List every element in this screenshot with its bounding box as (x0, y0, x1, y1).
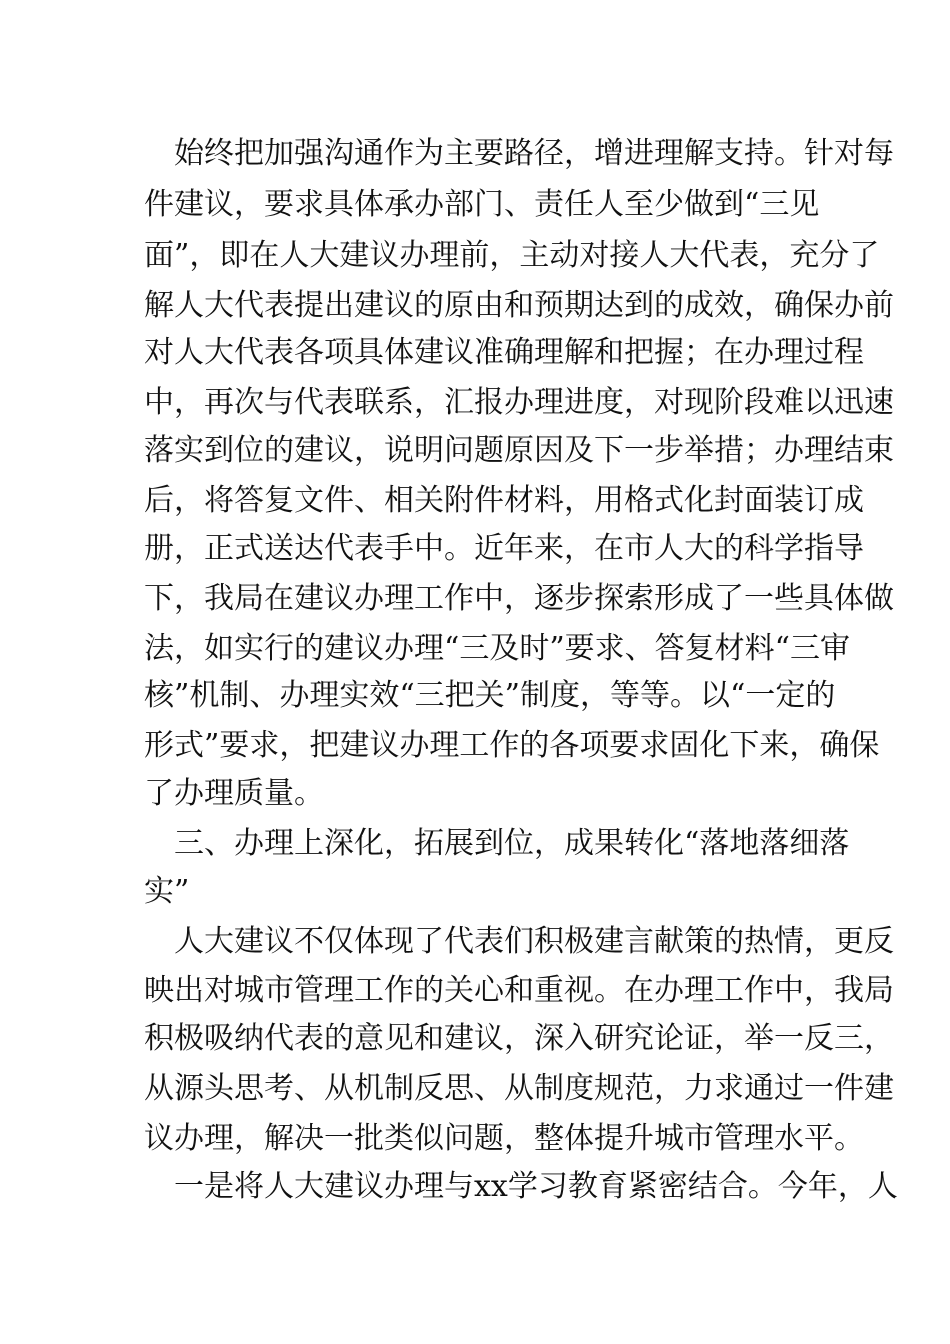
text-line: 后，将答复文件、相关附件材料，用格式化封面装订成 (144, 483, 864, 518)
text-line: 积极吸纳代表的意见和建议，深入研究论证，举一反三， (144, 1021, 894, 1056)
text-line: 法，如实行的建议办理“三及时”要求、答复材料“三审 (144, 631, 851, 666)
text-line: 映出对城市管理工作的关心和重视。在办理工作中，我局 (144, 973, 894, 1008)
text-line: 一是将人大建议办理与xx学习教育紧密结合。今年，人 (144, 1169, 898, 1204)
text-line: 从源头思考、从机制反思、从制度规范，力求通过一件建 (144, 1071, 894, 1106)
text-line: 件建议，要求具体承办部门、责任人至少做到“三见 (144, 187, 820, 222)
text-line: 下，我局在建议办理工作中，逐步探索形成了一些具体做 (144, 581, 894, 616)
text-line: 议办理，解决一批类似问题，整体提升城市管理水平。 (144, 1121, 864, 1156)
section-heading-line: 实” (144, 874, 190, 909)
text-line: 人大建议不仅体现了代表们积极建言献策的热情，更反 (144, 924, 894, 959)
text-line: 解人大代表提出建议的原由和预期达到的成效，确保办前 (144, 288, 894, 323)
text-line: 面”，即在人大建议办理前，主动对接人大代表，充分了 (144, 238, 880, 273)
section-heading-line: 三、办理上深化，拓展到位，成果转化“落地落细落 (144, 826, 850, 861)
text-line: 对人大代表各项具体建议准确理解和把握；在办理过程 (144, 335, 864, 370)
text-line: 落实到位的建议，说明问题原因及下一步举措；办理结束 (144, 433, 894, 468)
text-line: 了办理质量。 (144, 776, 324, 811)
text-line: 核”机制、办理实效“三把关”制度，等等。以“一定的 (144, 678, 836, 713)
text-line: 形式”要求，把建议办理工作的各项要求固化下来，确保 (144, 728, 880, 763)
text-line: 中，再次与代表联系，汇报办理进度，对现阶段难以迅速 (144, 385, 894, 420)
text-line: 册，正式送达代表手中。近年来，在市人大的科学指导 (144, 531, 864, 566)
text-line: 始终把加强沟通作为主要路径，增进理解支持。针对每 (144, 136, 894, 171)
